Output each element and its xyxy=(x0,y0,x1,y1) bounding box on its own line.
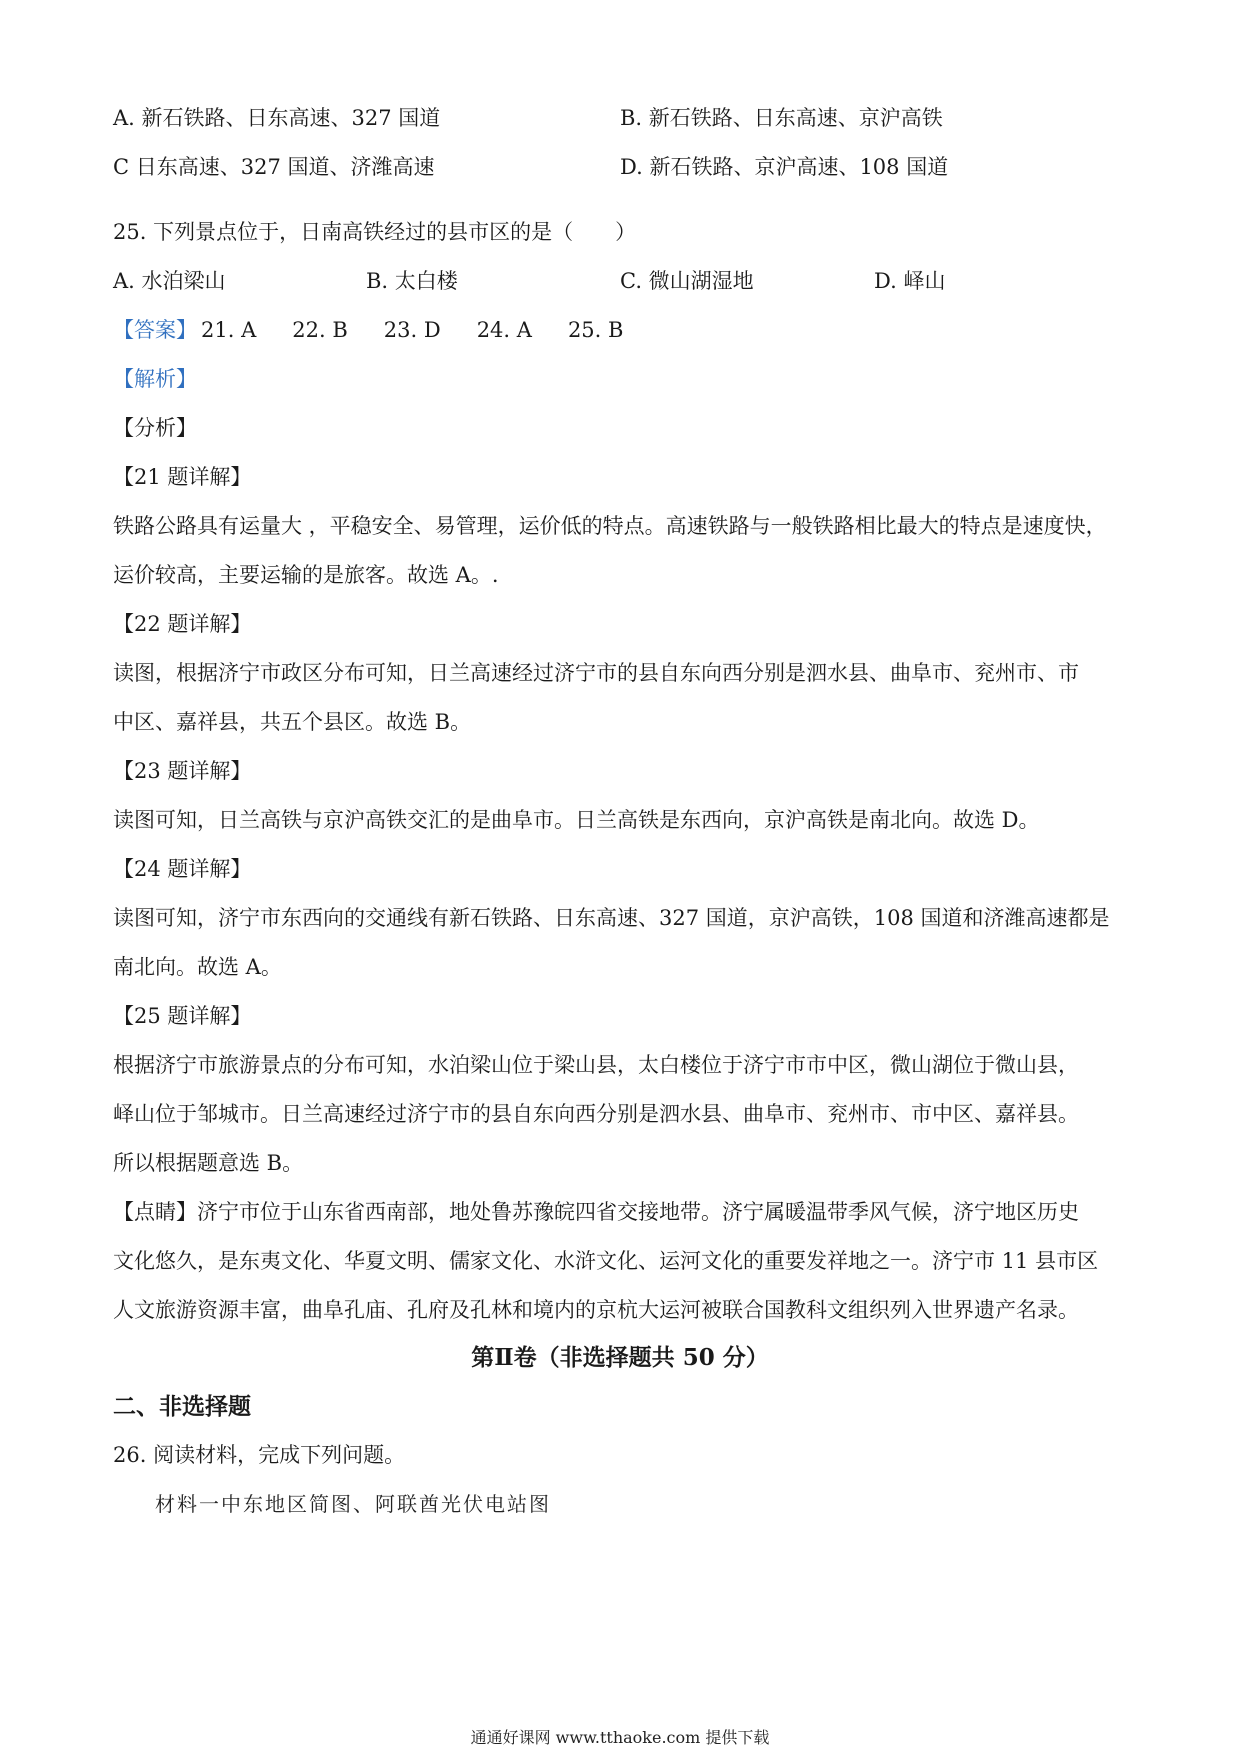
detail-22-text: 中区、嘉祥县，共五个县区。故选 B。 xyxy=(113,710,472,734)
fenxi-label: 【分析】 xyxy=(113,416,197,440)
detail-21-title: 【21 题详解】 xyxy=(113,465,252,489)
answer-item: 25. B xyxy=(567,318,624,342)
q24-option-a: A. 新石铁路、日东高速、327 国道 xyxy=(113,106,441,130)
q26-stem: 26. 阅读材料，完成下列问题。 xyxy=(113,1443,406,1467)
q25-option-d: D. 峄山 xyxy=(874,269,946,293)
dianjing-text: 文化悠久，是东夷文化、华夏文明、儒家文化、水浒文化、运河文化的重要发祥地之一。济宁市 11 县市区 xyxy=(113,1249,1099,1273)
section-title: 第Ⅱ卷（非选择题共 50 分） xyxy=(471,1344,769,1371)
detail-21-text: 铁路公路具有运量大 ，平稳安全、易管理，运价低的特点。高速铁路与一般铁路相比最大的特点是速度快， xyxy=(113,514,1107,538)
dianjing-text: 【点睛】济宁市位于山东省西南部，地处鲁苏豫皖四省交接地带。济宁属暖温带季风气候，济宁地区历史 xyxy=(113,1200,1079,1224)
detail-25-text: 峄山位于邹城市。日兰高速经过济宁市的县自东向西分别是泗水县、曲阜市、兖州市、市中区、嘉祥县。 xyxy=(113,1102,1079,1126)
material1-caption: 材料一中东地区简图、阿联酋光伏电站图 xyxy=(155,1492,551,1516)
q24-option-d: D. 新石铁路、京沪高速、108 国道 xyxy=(620,155,949,179)
q24-option-b: B. 新石铁路、日东高速、京沪高铁 xyxy=(620,106,943,130)
detail-25-text: 根据济宁市旅游景点的分布可知，水泊梁山位于梁山县，太白楼位于济宁市市中区，微山湖位于微山县， xyxy=(113,1053,1079,1077)
q25-option-c: C. 微山湖湿地 xyxy=(620,269,754,293)
dianjing-text: 人文旅游资源丰富，曲阜孔庙、孔府及孔林和境内的京杭大运河被联合国教科文组织列入世界遗产名录。 xyxy=(113,1298,1079,1322)
detail-24-text: 读图可知，济宁市东西向的交通线有新石铁路、日东高速、327 国道，京沪高铁，108 国道和济潍高速都是 xyxy=(113,906,1110,930)
footer: 通通好课网 www.tthaoke.com 提供下载 xyxy=(470,1728,770,1747)
answer-label: 【答案】 xyxy=(113,318,197,342)
detail-24-text: 南北向。故选 A。 xyxy=(113,955,282,979)
answer-item: 23. D xyxy=(383,318,441,342)
q25-stem: 25. 下列景点位于，日南高铁经过的县市区的是（ ） xyxy=(113,220,637,244)
answer-item: 22. B xyxy=(292,318,348,342)
detail-23-text: 读图可知，日兰高铁与京沪高铁交汇的是曲阜市。日兰高铁是东西向，京沪高铁是南北向。故选 D。 xyxy=(113,808,1040,832)
detail-22-title: 【22 题详解】 xyxy=(113,612,252,636)
q24-option-c: C 日东高速、327 国道、济潍高速 xyxy=(113,155,435,179)
q25-option-a: A. 水泊梁山 xyxy=(113,269,226,293)
detail-23-title: 【23 题详解】 xyxy=(113,759,252,783)
detail-25-title: 【25 题详解】 xyxy=(113,1004,252,1028)
detail-21-text: 运价较高，主要运输的是旅客。故选 A。. xyxy=(113,563,499,587)
answer-item: 21. A xyxy=(201,318,257,342)
detail-25-text: 所以根据题意选 B。 xyxy=(113,1151,304,1175)
answer-item: 24. A xyxy=(476,318,532,342)
part2-heading: 二、非选择题 xyxy=(113,1393,251,1420)
detail-24-title: 【24 题详解】 xyxy=(113,857,252,881)
detail-22-text: 读图，根据济宁市政区分布可知，日兰高速经过济宁市的县自东向西分别是泗水县、曲阜市、兖州市、市 xyxy=(113,661,1079,685)
answer-line xyxy=(113,316,659,344)
q25-option-b: B. 太白楼 xyxy=(366,269,458,293)
analysis-label: 【解析】 xyxy=(113,367,197,391)
